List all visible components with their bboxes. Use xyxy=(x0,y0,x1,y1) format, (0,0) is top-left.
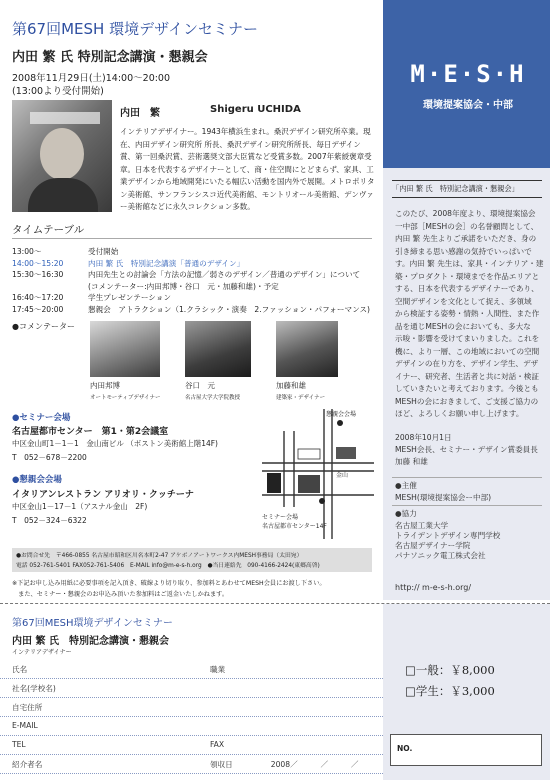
message-line: デザインの在り方を、デザイン学生、デザ xyxy=(395,359,539,368)
series-title: 第67回MESH 環境デザインセミナー xyxy=(12,20,259,38)
form-row-address[interactable] xyxy=(0,698,383,717)
form-label-tel: TEL xyxy=(12,740,26,749)
receipt-number-label: NO. xyxy=(397,744,413,753)
organizer-label: ●主催 xyxy=(395,481,417,490)
message-line: MESHの会におきまして、ご支援ご協力の xyxy=(395,396,539,406)
message-title-box xyxy=(392,180,542,198)
cooperation-label: ●協力 xyxy=(395,509,417,518)
timetable-desc: (コメンテーター:内田邦博・谷口 元・加藤和雄)・予定 xyxy=(88,281,279,291)
party-venue-name: イタリアンレストラン アリオリ・クッチーナ xyxy=(12,490,194,500)
form-label-referrer: 紹介者名 xyxy=(12,760,43,769)
timetable-time: 13:00～ xyxy=(12,247,42,256)
form-label-email: E-MAIL xyxy=(12,721,38,730)
commentator-name-2: 谷口 元 xyxy=(185,381,215,390)
commentator-photo-2 xyxy=(185,321,251,377)
form-series: 第67回MESH環境デザインセミナー xyxy=(12,618,173,629)
cooperation-1: 名古屋工業大学 xyxy=(395,521,449,530)
party-venue-address: 中区金山1－17－1（アスナル金山 2F) xyxy=(12,502,148,511)
timetable-row xyxy=(12,281,382,293)
timetable-row xyxy=(12,269,382,281)
price-general[interactable]: □一般：￥8,000 xyxy=(405,663,495,677)
form-label-occupation: 職業 xyxy=(210,665,226,674)
speaker-bio: インテリアデザイナー。1943年横浜生まれ。桑沢デザイン研究所卒業。現在、内田デザイン研究所 所長、桑沢デザイン研究所所長、毎日デザイン賞、第一回桑沢賞、芸術選奨文部大臣賞など受賞多数。2007年紫綬褒章受章。日本を代表するデザイナーとして、商・住空間にとどまらず、家具、工業デザインから地域開発にいたる幅広い活動を国内外で展開。メトロポリタン美術館、サンフランシスコ近代美術館、モントリオール美術館、デンヴァー美術館などに永久コレクション多数。 xyxy=(120,127,375,211)
message-line: 築・プロダクト・環境までを作品エリアと xyxy=(395,271,540,281)
timetable-desc: 学生プレゼンテーション xyxy=(88,293,171,302)
message-line: イナー、研究者、生活者と共に対話・検証 xyxy=(395,371,539,381)
contact-line-2: 電話 052-761-5401 FAX052-761-5406 E-MAIL info@m-e-s-h.org ●当日連絡先 090-4166-2424(東郷高啓) xyxy=(16,563,320,569)
price-student[interactable]: □学生：￥3,000 xyxy=(405,684,495,698)
message-line: する、日本を代表するデザイナーであり、 xyxy=(395,284,539,293)
form-label-fax: FAX xyxy=(210,740,225,749)
map-label-station: 金山 xyxy=(336,472,349,479)
form-label-address: 自宅住所 xyxy=(12,703,43,712)
message-line: 引き締まる思い感謝の気持でいっぱいで xyxy=(395,246,532,256)
note-line-2: また、セミナー・懇親会のお申込み頂いた参加料はご返金いたしかねます。 xyxy=(12,591,229,598)
sidebar-divider-1 xyxy=(392,477,542,478)
timetable-desc: 受付開始 xyxy=(88,247,119,256)
commentator-photo-1 xyxy=(90,321,160,377)
event-reception: (13:00より受付開始) xyxy=(12,86,104,97)
event-title: 内田 繁 氏 特別記念講演・懇親会 xyxy=(12,50,208,65)
timetable-row xyxy=(12,246,382,258)
seminar-venue-heading: ●セミナー会場 xyxy=(12,413,71,423)
message-line: このたび、2008年度より、環境提案協会 xyxy=(395,209,536,218)
message-line: 品を通じMESHの会においても、多大な xyxy=(395,321,531,331)
commentator-role-1: オートモーティブデザイナー xyxy=(90,395,161,401)
form-title: 内田 繁 氏 特別記念講演・懇親会 xyxy=(12,636,169,647)
message-line: す。内田 繁 先生は、家具・インテリア・建 xyxy=(395,259,544,268)
event-date: 2008年11月29日(土)14:00～20:00 xyxy=(12,73,171,84)
cooperation-2: トライデントデザイン専門学校 xyxy=(395,531,501,540)
timetable-divider xyxy=(12,238,372,239)
form-label-receipt-date: 領収日 2008／ ／ ／ xyxy=(210,760,359,769)
timetable-time: 15:30～16:30 xyxy=(12,270,64,279)
seminar-venue-name: 名古屋都市センター 第1・第2会議室 xyxy=(12,427,169,437)
message-line: していきたいと考えております。今後とも xyxy=(395,384,539,393)
cooperation-3: 名古屋デザイナー学院 xyxy=(395,541,471,550)
timetable-time: 16:40～17:20 xyxy=(12,293,64,302)
message-line: ほど、よろしくお願い申し上げます。 xyxy=(395,409,524,418)
commentator-role-2: 名古屋大学大学院教授 xyxy=(185,395,241,401)
form-label-name: 氏名 xyxy=(12,665,28,674)
party-venue-tel: T 052－324－6322 xyxy=(12,516,87,525)
contact-box xyxy=(12,548,372,572)
message-line: 機に、より一層、この地域においての空間 xyxy=(395,346,540,356)
speaker-name-en: Shigeru UCHIDA xyxy=(210,104,301,115)
timetable-row xyxy=(12,304,382,316)
message-line: 一中部［MESHの会］の名誉顧問として、 xyxy=(395,221,539,231)
message-line: 内田 繁 先生よりご承諾をいただき、身の xyxy=(395,234,537,243)
map-label-party: 懇親会会場 xyxy=(326,411,357,418)
commentator-name-1: 内田邦博 xyxy=(90,381,120,390)
speaker-photo xyxy=(12,100,112,212)
commentator-role-3: 建築家・デザイナー xyxy=(276,395,326,401)
commentators-heading: ●コメンテーター xyxy=(12,322,75,331)
map-label-seminar-sub: 名古屋都市センター14F xyxy=(262,523,327,530)
message-line: 空間デザインを文化として捉え、多領域 xyxy=(395,296,532,306)
timetable-time: 14:00～15:20 xyxy=(12,258,64,268)
form-row-company[interactable] xyxy=(0,679,383,698)
form-row-name[interactable] xyxy=(0,660,383,679)
commentator-photo-3 xyxy=(276,321,338,377)
timetable-desc: 内田先生との討論会「方法の記憶／弱さのデザイン／普通のデザイン」について xyxy=(88,270,361,279)
message-signer-title: MESH会長、セミナー・デザイン賞委員長 xyxy=(395,445,538,454)
timetable-desc: 懇親会 アトラクション（1.クラシック・演奏 2.ファッション・パフォーマンス) xyxy=(88,304,371,314)
contact-line-1: ●お問合せ先 〒466-0855 名古屋市昭和区川名本町2-47 アケボノアートワークス内MESH事務局（太田宛） xyxy=(16,553,303,559)
form-label-company: 社名(学校名) xyxy=(12,684,56,693)
seminar-venue-tel: T 052－678－2200 xyxy=(12,453,87,462)
speaker-name-ja: 内田 繁 xyxy=(120,108,160,119)
organizer: MESH(環境提案協会ー中部) xyxy=(395,493,492,502)
timetable-desc: 内田 繁 氏 特別記念講演「普通のデザイン」 xyxy=(88,258,245,268)
seminar-venue-address: 中区金山町1－1－1 金山南ビル （ボストン美術館上階14F) xyxy=(12,439,218,448)
note-line-1: ※下記お申し込み用紙に必要事項を記入頂き、破線より切り取り、参加料とあわせてMESH会員にお渡し下さい。 xyxy=(12,580,326,587)
timetable-heading: タイムテーブル xyxy=(12,224,85,236)
message-signer: 加藤 和雄 xyxy=(395,457,428,466)
message-title: 「内田 繁 氏 特別記念講演・懇親会」 xyxy=(392,184,519,193)
form-subtitle: インテリアデザイナー xyxy=(12,649,72,656)
commentator-name-3: 加藤和雄 xyxy=(276,381,306,390)
receipt-number-box xyxy=(390,734,542,766)
party-venue-heading: ●懇親会会場 xyxy=(12,475,62,485)
timetable xyxy=(12,246,382,315)
website-url[interactable]: http:// m-e-s-h.org/ xyxy=(395,583,472,592)
map-label-seminar: セミナー会場 xyxy=(262,514,299,521)
message-line: から検証する姿勢・情熱・人間性、また作 xyxy=(395,309,540,318)
form-row-referrer[interactable] xyxy=(0,755,383,774)
timetable-row xyxy=(12,292,382,304)
mesh-org-name: 環境提案協会・中部 xyxy=(423,100,513,111)
sidebar-divider-2 xyxy=(392,505,542,506)
message-date: 2008年10月1日 xyxy=(395,433,452,442)
mesh-logo: M·E·S·H xyxy=(410,60,526,88)
form-row-email[interactable] xyxy=(0,717,383,736)
timetable-row xyxy=(12,258,382,270)
cooperation-4: パナソニック電工株式会社 xyxy=(395,551,486,560)
message-line: 示唆・影響を受けてまいりました。これを xyxy=(395,334,540,343)
message-body xyxy=(395,208,545,421)
timetable-time: 17:45～20:00 xyxy=(12,304,64,314)
form-row-tel[interactable] xyxy=(0,736,383,755)
